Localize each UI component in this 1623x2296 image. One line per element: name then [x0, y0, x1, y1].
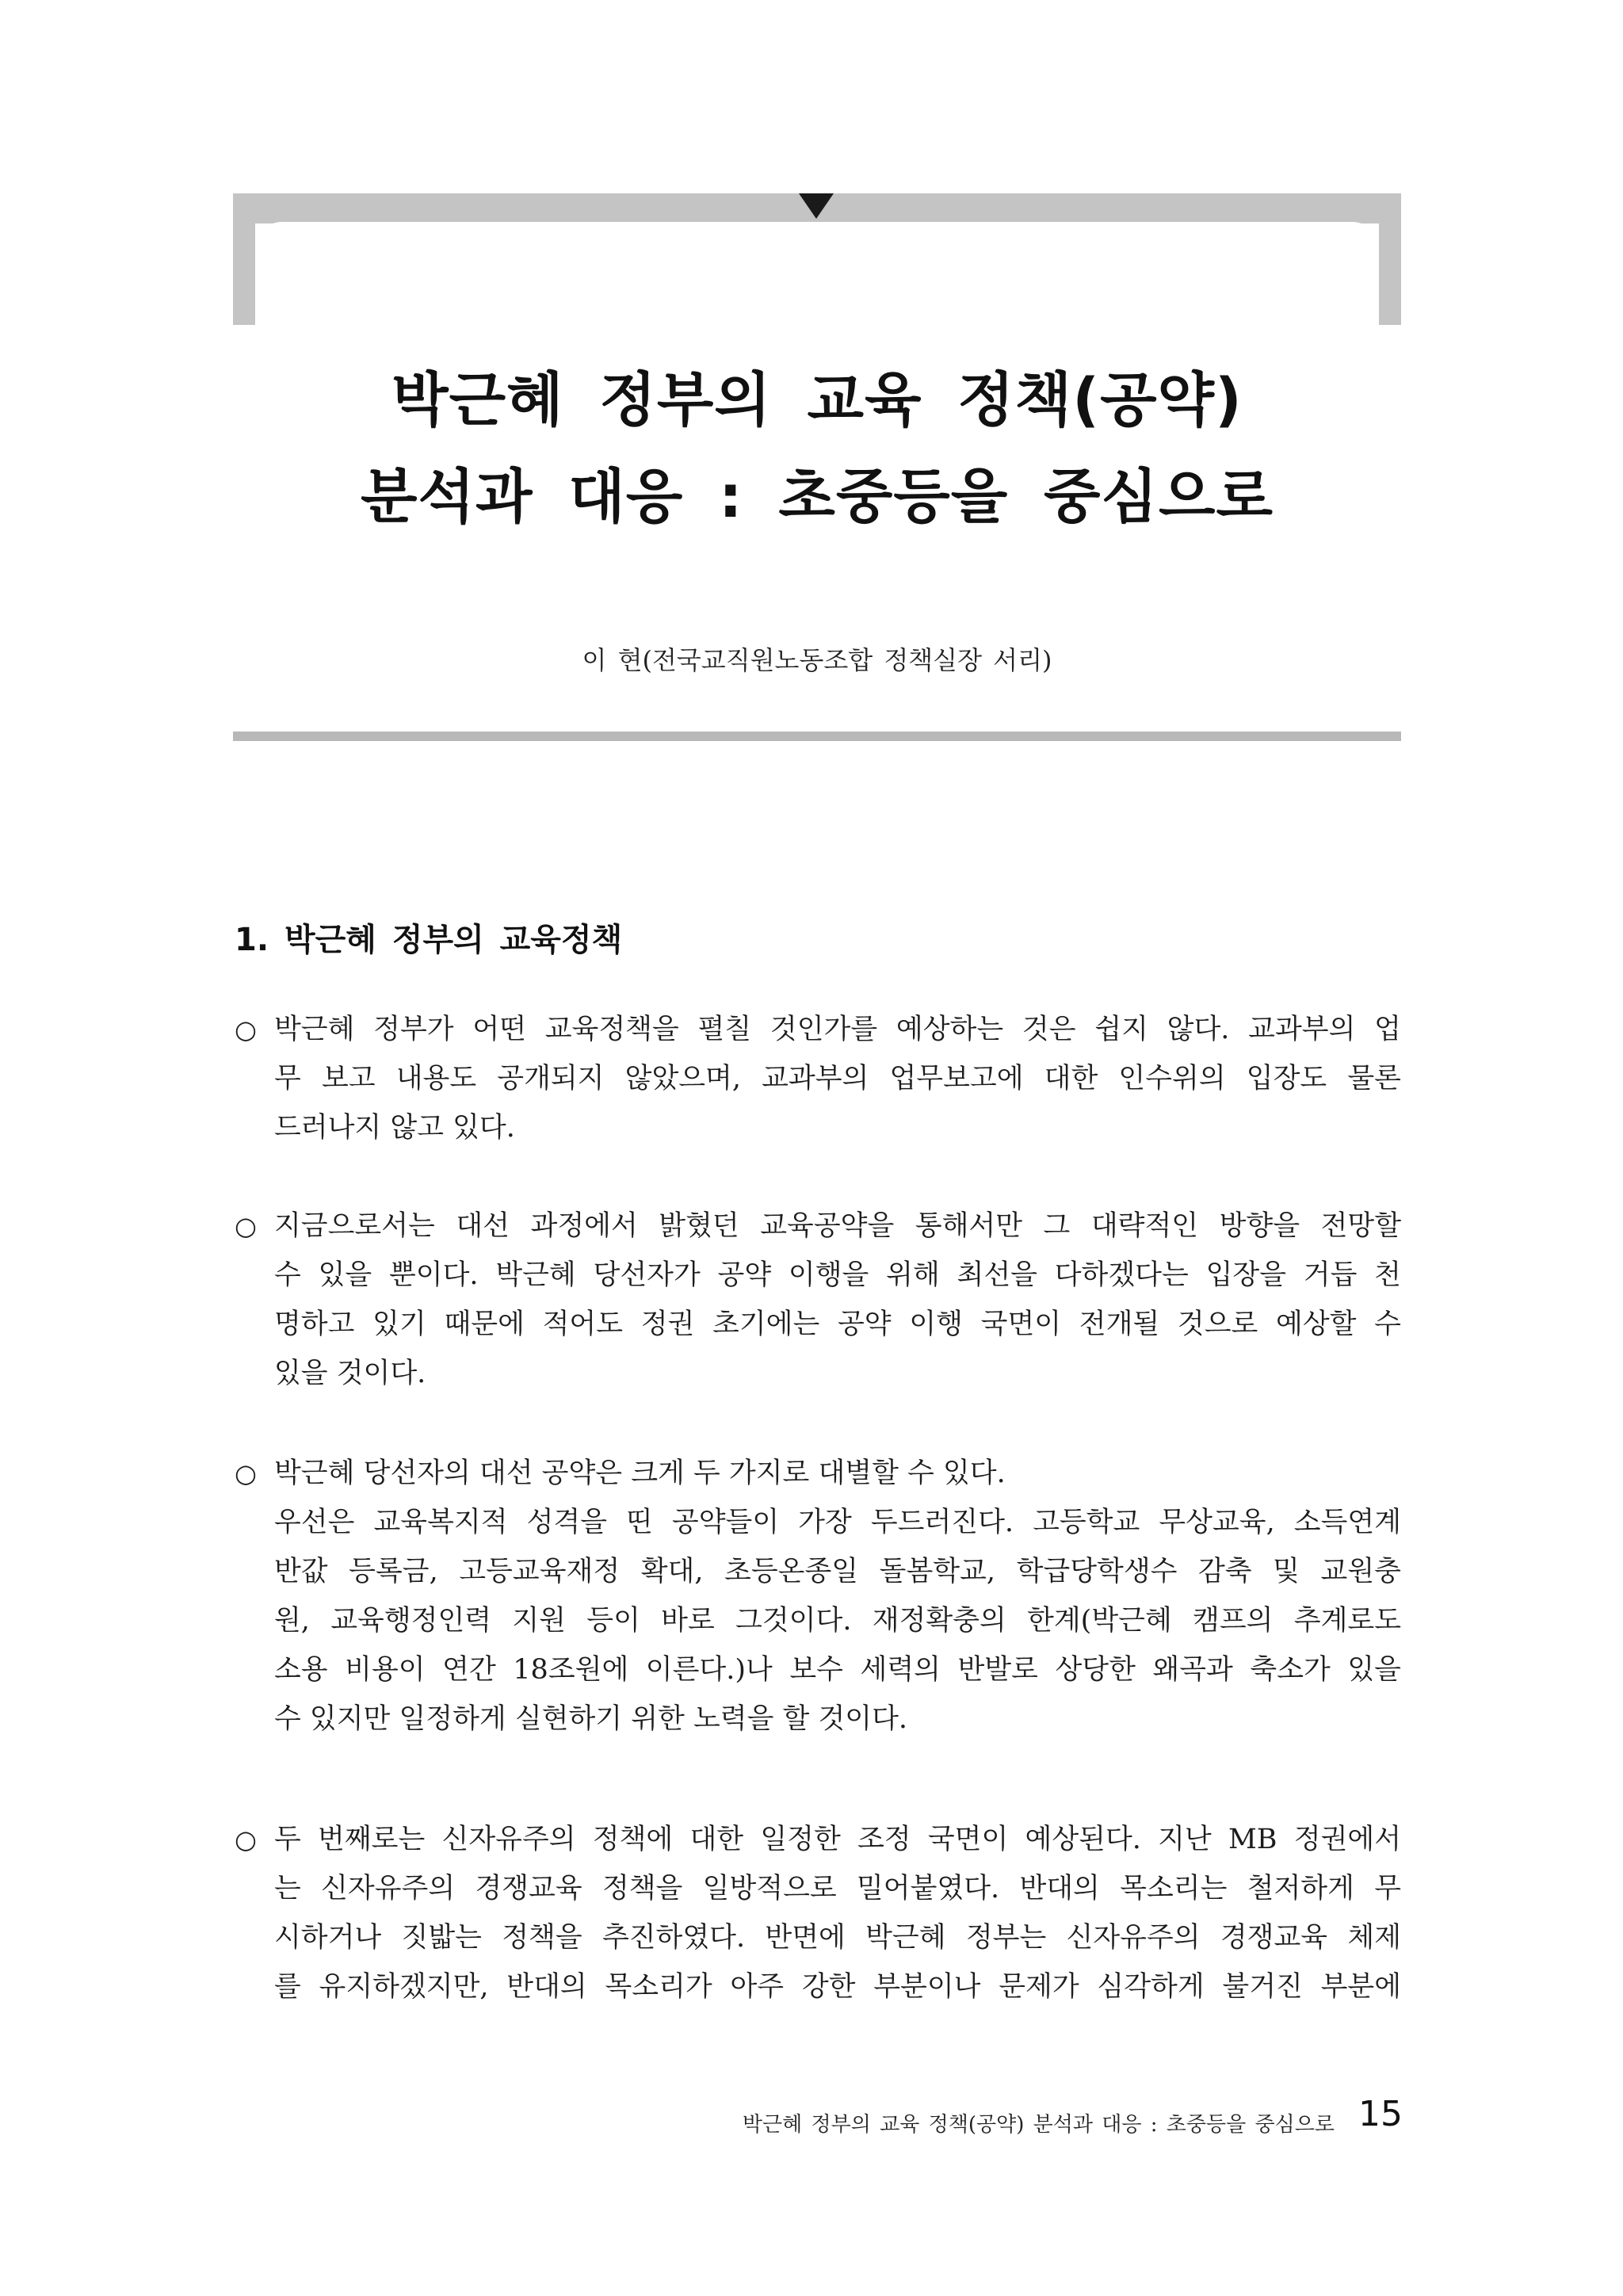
circle-bullet-icon: ○ [235, 1211, 257, 1241]
down-triangle-icon [799, 193, 834, 219]
paragraph-line: 박근혜 정부가 어떤 교육정책을 펼칠 것인가를 예상하는 것은 쉽지 않다. 교과부의 업 [274, 1014, 1401, 1045]
paragraph-line: 시하거나 짓밟는 정책을 추진하였다. 반면에 박근혜 정부는 신자유주의 경쟁교육 체제 [274, 1922, 1401, 1954]
running-footer-title: 박근혜 정부의 교육 정책(공약) 분석과 대응 : 초중등을 중심으로 [742, 2113, 1335, 2137]
paragraph-line: 있을 것이다. [274, 1358, 426, 1389]
paragraph-4 [235, 1815, 1401, 2011]
paragraph-line: 두 번째로는 신자유주의 정책에 대한 일정한 조정 국면이 예상된다. 지난 MB 정권에서 [274, 1824, 1401, 1855]
page-title-line-2: 분석과 대응 : 초중등을 중심으로 [361, 463, 1274, 531]
author-line: 이 현(전국교직원노동조합 정책실장 서리) [582, 645, 1052, 675]
circle-bullet-icon: ○ [235, 1458, 257, 1488]
paragraph-line: 를 유지하겠지만, 반대의 목소리가 아주 강한 부분이나 문제가 심각하게 불거진 부분에 [274, 1971, 1401, 2003]
paragraph-line: 무 보고 내용도 공개되지 않았으며, 교과부의 업무보고에 대한 인수위의 입장도 물론 [274, 1063, 1401, 1095]
paragraph-line: 원, 교육행정인력 지원 등이 바로 그것이다. 재정확충의 한계(박근혜 캠프의 추계로도 [274, 1605, 1401, 1637]
circle-bullet-icon: ○ [235, 1014, 257, 1045]
page-title-line-1: 박근혜 정부의 교육 정책(공약) [391, 366, 1243, 434]
section-heading: 1. 박근혜 정부의 교육정책 [235, 922, 623, 958]
paragraph-line: 박근혜 당선자의 대선 공약은 크게 두 가지로 대별할 수 있다. [274, 1457, 1006, 1489]
paragraph-1 [235, 1005, 1401, 1152]
paragraph-2 [235, 1201, 1401, 1398]
paragraph-line: 우선은 교육복지적 성격을 띤 공약들이 가장 두드러진다. 고등학교 무상교육, 소득연계 [274, 1507, 1401, 1538]
title-frame-right-bar [1379, 193, 1401, 325]
header-divider [233, 732, 1401, 741]
paragraph-line: 반값 등록금, 고등교육재정 확대, 초등온종일 돌봄학교, 학급당학생수 감축 및 교원충 [274, 1556, 1401, 1587]
paragraph-line: 수 있을 뿐이다. 박근혜 당선자가 공약 이행을 위해 최선을 다하겠다는 입장을 거듭 천 [274, 1259, 1401, 1291]
paragraph-line: 명하고 있기 때문에 적어도 정권 초기에는 공약 이행 국면이 전개될 것으로 예상할 수 [274, 1308, 1401, 1340]
paragraph-line: 소용 비용이 연간 18조원에 이른다.)나 보수 세력의 반발로 상당한 왜곡과 축소가 있을 [274, 1654, 1401, 1686]
title-frame-left-bar [233, 193, 255, 325]
page-number: 15 [1358, 2094, 1403, 2134]
paragraph-line: 지금으로서는 대선 과정에서 밝혔던 교육공약을 통해서만 그 대략적인 방향을 전망할 [274, 1210, 1401, 1242]
paragraph-line: 는 신자유주의 경쟁교육 정책을 일방적으로 밀어붙였다. 반대의 목소리는 철저하게 무 [274, 1873, 1401, 1904]
paragraph-line: 수 있지만 일정하게 실현하기 위한 노력을 할 것이다. [274, 1703, 908, 1735]
paragraph-line: 드러나지 않고 있다. [274, 1112, 515, 1144]
paragraph-3 [235, 1449, 1401, 1744]
circle-bullet-icon: ○ [235, 1824, 257, 1855]
